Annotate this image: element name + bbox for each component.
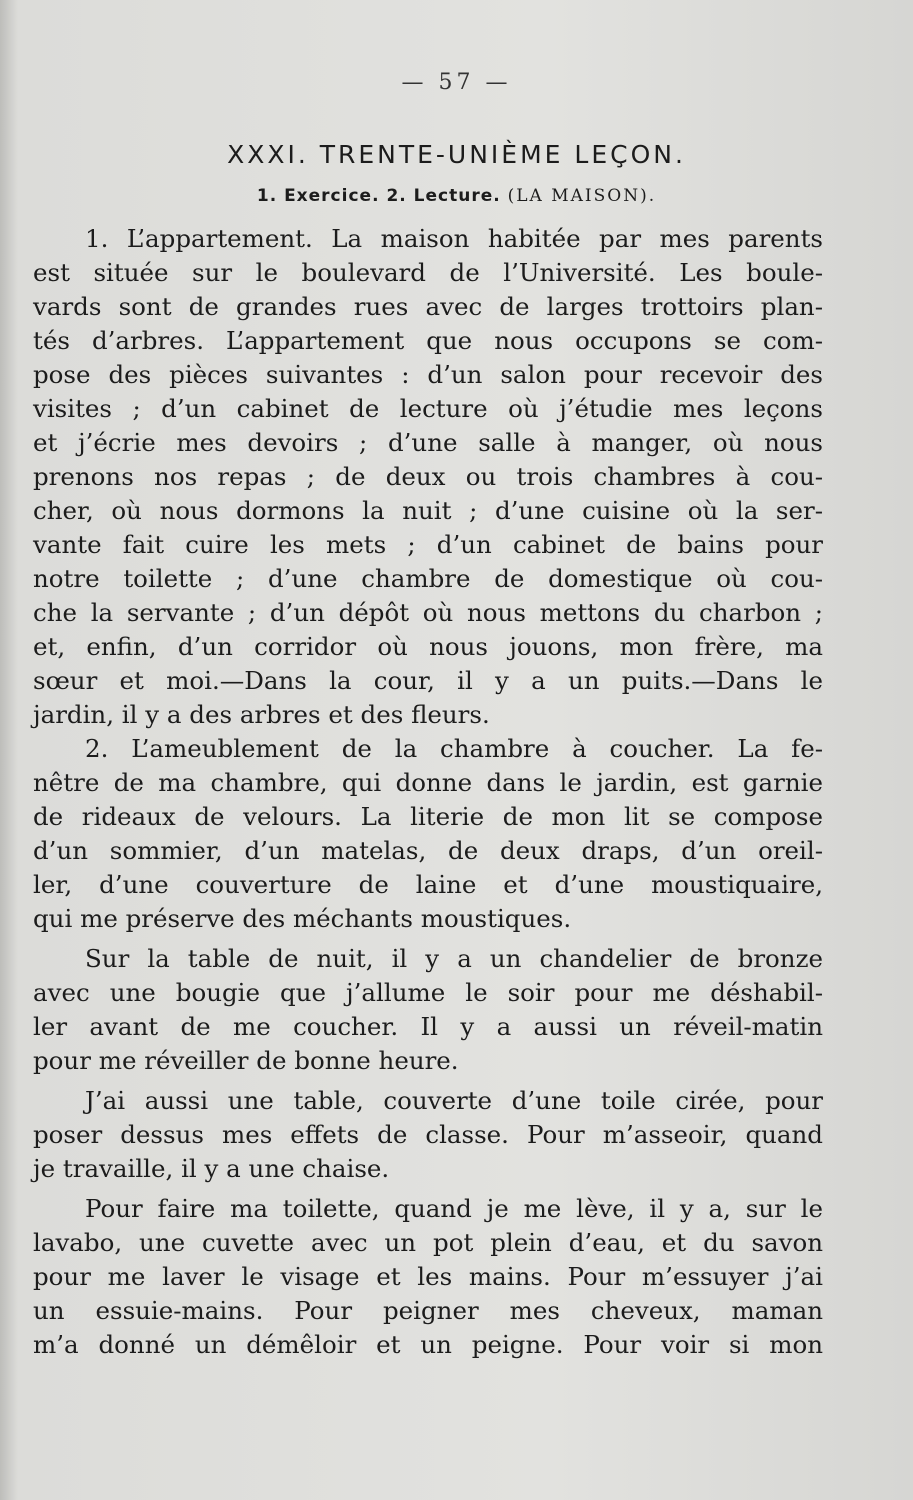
lesson-heading: XXXI. TRENTE-UNIÈME LEÇON. [227,140,686,169]
subheading-topic: (LA MAISON). [507,186,657,206]
text-line: Pour faire ma toilette, quand je me lève, il y a, sur le [85,1194,823,1223]
text-line: pour me réveiller de bonne heure. [33,1046,459,1075]
text-line: avec une bougie que j’allume le soir pour me déshabil- [33,978,823,1007]
page-number: — 57 — [401,70,512,95]
text-line: pour me laver le visage et les mains. Pour m’essuyer j’ai [33,1262,823,1291]
text-line: cher, où nous dormons la nuit ; d’une cuisine où la ser- [33,496,823,525]
text-line: un essuie-mains. Pour peigner mes cheveux, maman [33,1296,823,1325]
text-line: m’a donné un démêloir et un peigne. Pour voir si mon [33,1330,823,1359]
text-line: notre toilette ; d’une chambre de domestique où cou- [33,564,823,593]
text-line: ler avant de me coucher. Il y a aussi un réveil-matin [33,1012,823,1041]
text-line: nêtre de ma chambre, qui donne dans le jardin, est garnie [33,768,823,797]
text-line: prenons nos repas ; de deux ou trois chambres à cou- [33,462,823,491]
text-line: 1. L’appartement. La maison habitée par mes parents [85,224,823,253]
text-line: d’un sommier, d’un matelas, de deux draps, d’un oreil- [33,836,823,865]
text-line: vards sont de grandes rues avec de larges trottoirs plan- [33,292,823,321]
text-line: visites ; d’un cabinet de lecture où j’étudie mes leçons [33,394,823,423]
text-line: sœur et moi.—Dans la cour, il y a un puits.—Dans le [33,666,823,695]
text-line: jardin, il y a des arbres et des fleurs. [33,700,490,729]
text-line: je travaille, il y a une chaise. [33,1154,390,1183]
text-line: est située sur le boulevard de l’Université. Les boule- [33,258,823,287]
text-line: de rideaux de velours. La literie de mon lit se compose [33,802,823,831]
text-line: tés d’arbres. L’appartement que nous occupons se com- [33,326,823,355]
text-line: Sur la table de nuit, il y a un chandelier de bronze [85,944,823,973]
text-line: qui me préserve des méchants moustiques. [33,904,572,933]
reading-text [33,222,823,1362]
text-line: J’ai aussi une table, couverte d’une toile cirée, pour [85,1086,823,1115]
text-line: che la servante ; d’un dépôt où nous mettons du charbon ; [33,598,823,627]
text-line: ler, d’une couverture de laine et d’une moustiquaire, [33,870,823,899]
text-line: et j’écrie mes devoirs ; d’une salle à manger, où nous [33,428,823,457]
subheading-exercise: 1. Exercice. 2. Lecture. [256,186,501,206]
text-line: pose des pièces suivantes : d’un salon pour recevoir des [33,360,823,389]
text-line: vante fait cuire les mets ; d’un cabinet de bains pour [33,530,823,559]
text-line: et, enfin, d’un corridor où nous jouons, mon frère, ma [33,632,823,661]
text-line: 2. L’ameublement de la chambre à coucher. La fe- [85,734,823,763]
text-line: poser dessus mes effets de classe. Pour m’asseoir, quand [33,1120,823,1149]
text-line: lavabo, une cuvette avec un pot plein d’eau, et du savon [33,1228,823,1257]
lesson-subheading [0,186,913,206]
